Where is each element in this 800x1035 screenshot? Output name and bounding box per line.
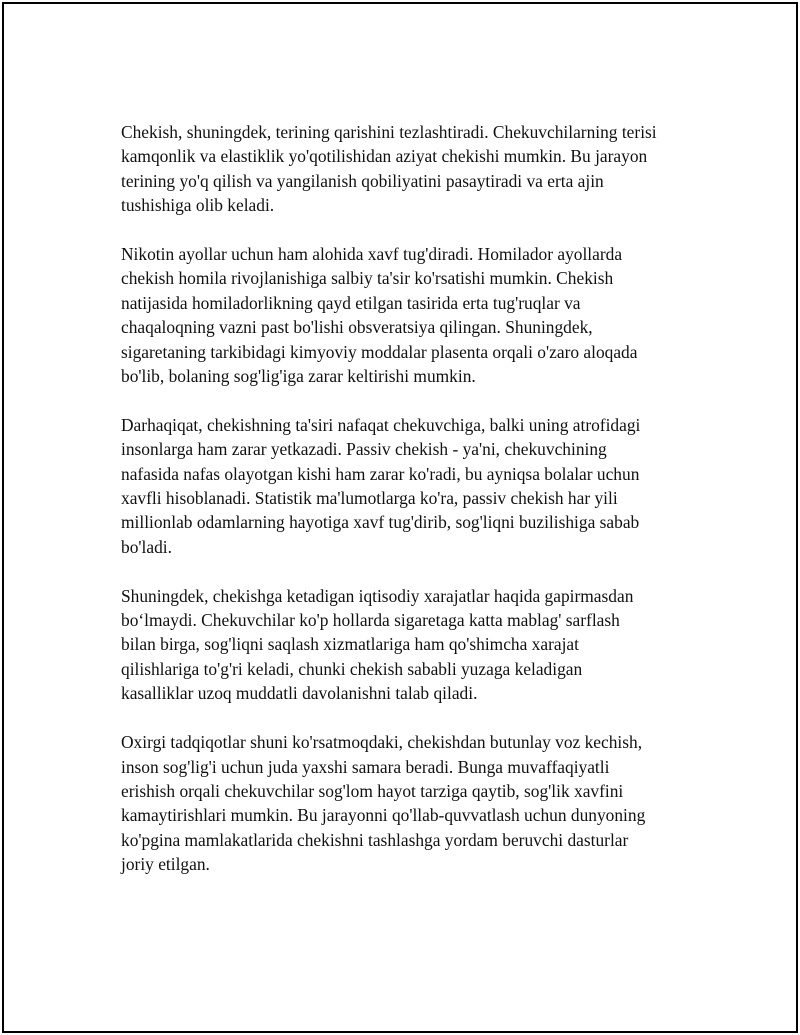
text-line: kamqonlik va elastiklik yo'qotilishidan aziyat chekishi mumkin. Bu jarayon	[121, 146, 648, 167]
paragraph-1	[121, 120, 701, 218]
text-line: kamaytirishlari mumkin. Bu jarayonni qo'llab-quvvatlash uchun dunyoning	[121, 805, 646, 826]
page-border	[2, 2, 798, 1033]
text-line: joriy etilgan.	[121, 854, 210, 875]
text-line: insonlarga ham zarar yetkazadi. Passiv chekish - ya'ni, chekuvchining	[121, 439, 607, 460]
text-line: Oxirgi tadqiqotlar shuni ko'rsatmoqdaki, chekishdan butunlay voz kechish,	[121, 732, 643, 753]
text-line: chaqaloqning vazni past bo'lishi obsveratsiya qilingan. Shuningdek,	[121, 317, 593, 338]
text-line: inson sog'lig'i uchun juda yaxshi samara beradi. Bunga muvaffaqiyatli	[121, 756, 610, 777]
paragraph-4	[121, 584, 701, 706]
document-body	[121, 120, 701, 901]
text-line: Darhaqiqat, chekishning ta'siri nafaqat chekuvchiga, balki uning atrofidagi	[121, 414, 641, 435]
text-line: tushishiga olib keladi.	[121, 195, 275, 216]
text-line: millionlab odamlarning hayotiga xavf tug'dirib, sog'liqni buzilishiga sabab	[121, 512, 640, 533]
paragraph-3	[121, 413, 701, 559]
text-line: qilishlariga to'g'ri keladi, chunki chekish sababli yuzaga keladigan	[121, 658, 583, 679]
text-line: erishish orqali chekuvchilar sog'lom hayot tarziga qaytib, sog'lik xavfini	[121, 780, 624, 801]
text-line: xavfli hisoblanadi. Statistik ma'lumotlarga ko'ra, passiv chekish har yili	[121, 488, 618, 509]
text-line: bo‘lmaydi. Chekuvchilar ko'p hollarda sigaretaga katta mablag' sarflash	[121, 610, 620, 631]
text-line: bo'ladi.	[121, 536, 172, 557]
text-line: kasalliklar uzoq muddatli davolanishni talab qiladi.	[121, 683, 478, 704]
text-line: chekish homila rivojlanishiga salbiy ta'sir ko'rsatishi mumkin. Chekish	[121, 268, 614, 289]
text-line: Shuningdek, chekishga ketadigan iqtisodiy xarajatlar haqida gapirmasdan	[121, 585, 634, 606]
text-line: terining yo'q qilish va yangilanish qobiliyatini pasaytiradi va erta ajin	[121, 170, 604, 191]
text-line: Chekish, shuningdek, terining qarishini tezlashtiradi. Chekuvchilarning terisi	[121, 122, 657, 142]
text-line: natijasida homiladorlikning qayd etilgan tasirida erta tug'ruqlar va	[121, 292, 581, 313]
paragraph-5	[121, 730, 701, 876]
text-line: sigaretaning tarkibidagi kimyoviy moddalar plasenta orqali o'zaro aloqada	[121, 341, 638, 362]
text-line: bilan birga, sog'liqni saqlash xizmatlariga ham qo'shimcha xarajat	[121, 634, 579, 655]
text-line: nafasida nafas olayotgan kishi ham zarar ko'radi, bu ayniqsa bolalar uchun	[121, 463, 640, 484]
paragraph-2	[121, 242, 701, 388]
text-line: bo'lib, bolaning sog'lig'iga zarar keltirishi mumkin.	[121, 366, 476, 387]
text-line: Nikotin ayollar uchun ham alohida xavf tug'diradi. Homilador ayollarda	[121, 244, 623, 265]
text-line: ko'pgina mamlakatlarida chekishni tashlashga yordam beruvchi dasturlar	[121, 829, 629, 850]
